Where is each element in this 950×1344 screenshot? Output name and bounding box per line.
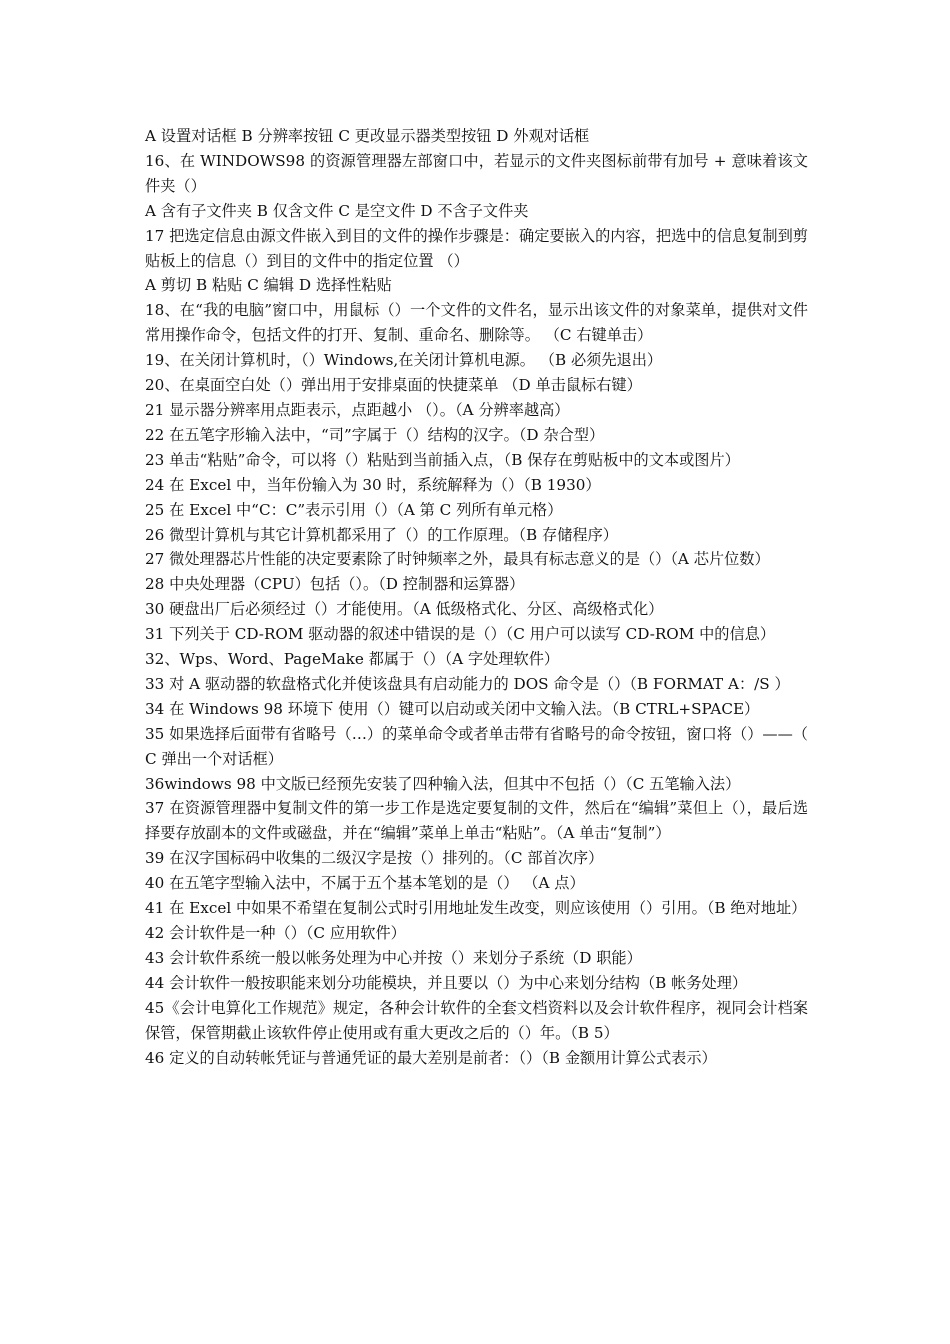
question-21: 21 显示器分辨率用点距表示，点距越小 （）。（A 分辨率越高）	[145, 400, 570, 419]
question-24: 24 在 Excel 中，当年份输入为 30 时，系统解释为（）（B 1930）	[145, 475, 601, 494]
question-18: 18、在“我的电脑”窗口中，用鼠标（）一个文件的文件名，显示出该文件的对象菜单，提供对文件常用操作命令，包括文件的打开、复制、重命名、删除等。 （C 右键单击）	[145, 301, 808, 345]
question-19: 19、在关闭计算机时，（）Windows,在关闭计算机电源。 （B 必须先退出）	[145, 351, 663, 370]
question-26: 26 微型计算机与其它计算机都采用了（）的工作原理。（B 存储程序）	[145, 525, 618, 544]
question-42: 42 会计软件是一种（）（C 应用软件）	[145, 924, 406, 942]
question-34: 34 在 Windows 98 环境下 使用（）键可以启动或关闭中文输入法。（B CTRL+SPACE）	[145, 699, 760, 718]
question-33: 33 对 A 驱动器的软盘格式化并使该盘具有启动能力的 DOS 命令是（）（B FORMAT A：/S ）	[145, 674, 790, 693]
question-46: 46 定义的自动转帐凭证与普通凭证的最大差别是前者：（）（B 金额用计算公式表示）	[145, 1048, 717, 1067]
question-36: 36windows 98 中文版已经预先安装了四种输入法，但其中不包括（）（C 五笔输入法）	[145, 774, 741, 793]
question-28: 28 中央处理器（CPU）包括（）。（D 控制器和运算器）	[145, 575, 525, 594]
question-17: 17 把选定信息由源文件嵌入到目的文件的操作步骤是：确定要嵌入的内容，把选中的信息复制到剪贴板上的信息（）到目的文件中的指定位置 （）	[145, 226, 808, 270]
document-page	[145, 124, 808, 1070]
question-25: 25 在 Excel 中“C：C”表示引用（）（A 第 C 列所有单元格）	[145, 500, 563, 519]
question-43: 43 会计软件系统一般以帐务处理为中心并按（）来划分子系统（D 职能）	[145, 948, 642, 967]
question-40: 40 在五笔字型输入法中，不属于五个基本笔划的是（） （A 点）	[145, 874, 585, 893]
question-options-17: A 剪切 B 粘贴 C 编辑 D 选择性粘贴	[145, 276, 392, 295]
question-44: 44 会计软件一般按职能来划分功能模块，并且要以（）为中心来划分结构（B 帐务处理）	[145, 973, 748, 992]
question-32: 32、Wps、Word、PageMake 都属于（）（A 字处理软件）	[145, 650, 560, 669]
question-23: 23 单击“粘贴”命令，可以将（）粘贴到当前插入点，（B 保存在剪贴板中的文本或图片）	[145, 450, 740, 469]
question-options-16: A 含有子文件夹 B 仅含文件 C 是空文件 D 不含子文件夹	[145, 201, 529, 220]
question-45: 45《会计电算化工作规范》规定，各种会计软件的全套文档资料以及会计软件程序，视同会计档案保管，保管期截止该软件停止使用或有重大更改之后的（）年。（B 5）	[145, 998, 808, 1042]
question-22: 22 在五笔字形输入法中，“司”字属于（）结构的汉字。（D 杂合型）	[145, 425, 605, 444]
question-31: 31 下列关于 CD-ROM 驱动器的叙述中错误的是（）（C 用户可以读写 CD-ROM 中的信息）	[145, 625, 776, 644]
question-20: 20、在桌面空白处（）弹出用于安排桌面的快捷菜单 （D 单击鼠标右键）	[145, 376, 642, 395]
question-options-15: A 设置对话框 B 分辨率按钮 C 更改显示器类型按钮 D 外观对话框	[145, 127, 590, 145]
question-39: 39 在汉字国标码中收集的二级汉字是按（）排列的。（C 部首次序）	[145, 849, 604, 868]
question-35: 35 如果选择后面带有省略号（…）的菜单命令或者单击带有省略号的命令按钮，窗口将（）——（ C 弹出一个对话框）	[145, 724, 808, 768]
question-27: 27 微处理器芯片性能的决定要素除了时钟频率之外，最具有标志意义的是（）（A 芯片位数）	[145, 550, 770, 569]
question-37: 37 在资源管理器中复制文件的第一步工作是选定要复制的文件，然后在“编辑”菜但上（），最后选择要存放副本的文件或磁盘，并在“编辑”菜单上单击“粘贴”。（A 单击“复制”）	[145, 799, 808, 843]
question-16: 16、在 WINDOWS98 的资源管理器左部窗口中，若显示的文件夹图标前带有加号 + 意味着该文件夹（）	[145, 151, 808, 195]
question-30: 30 硬盘出厂后必须经过（）才能使用。（A 低级格式化、分区、高级格式化）	[145, 600, 664, 619]
question-41: 41 在 Excel 中如果不希望在复制公式时引用地址发生改变，则应该使用（）引用。（B 绝对地址）	[145, 899, 807, 918]
